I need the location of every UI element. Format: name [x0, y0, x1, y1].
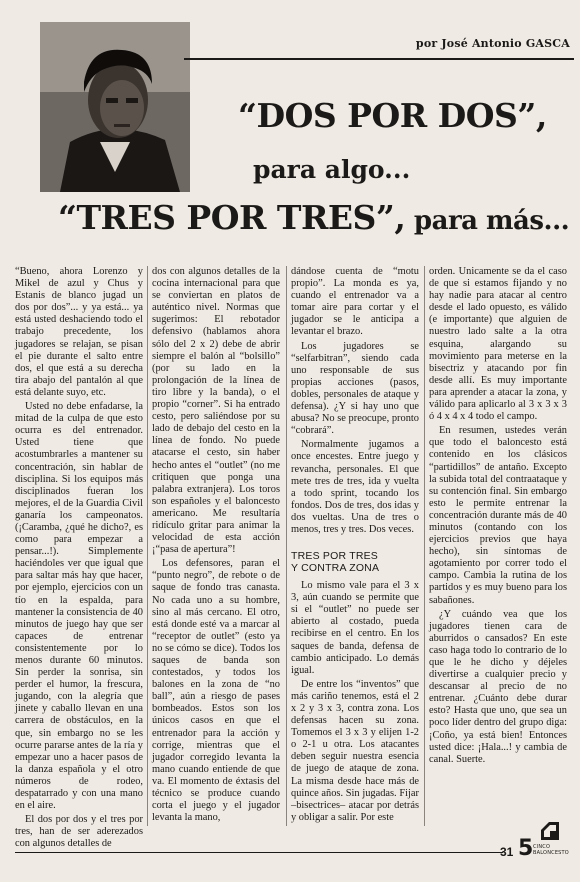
- paragraph: En resumen, ustedes verán que todo el baloncesto está contenido en los clásicos “partidillos” de antaño. Excepto la subida total del contraataque y su contención final. Sin embargo esto le permite entrenar la concentración durante más de 40 minutos (contando con los ejercicios previos que haya hecho), sin síntomas de agotamiento por correr todo el campo. Cambia la rutina de los partidos y es muy bueno para los sabañones.: [429, 425, 567, 606]
- column-divider: [147, 266, 148, 826]
- byline-rule: [184, 58, 574, 60]
- paragraph: Los defensores, paran el “punto negro”, de rebote o de saque de fondo tras canasta. No cada uno a su hombre, sino al más cercano. El otro, está donde esté va a marcar al “receptor de outlet” (esto ya no se cómo se dice). Todos los saques de banda son contestados, y todos los balones en la zona de “no ball”, aún a riesgo de pases bombeados. Estos son los únicos casos en que el entrenador para la acción y corrige, mientras que el jugador corregido levanta la mano cuando entiende de que va. El momento de éxtasis del técnico se produce cuando corta el juego y el jugador levanta la mano,: [152, 558, 280, 824]
- headline-line-1: [238, 96, 547, 135]
- article-column-3: [291, 266, 419, 826]
- paragraph: orden. Unicamente se da el caso de que si estamos fijando y no hay nadie para atacar al centro desde el lado opuesto, es válido (e importante) que alguien de nuestro lado salte a la otra esquina, alargando su movimiento para meterse en la bisectriz y atacando por fin desde allí. Es muy importante para aprender a atacar la zona, y válido para aplicarlo al 3 x 3 x 3 ó 4 x 4 x 4 todo el campo.: [429, 266, 567, 423]
- page-number: 31: [500, 845, 514, 859]
- paragraph: Normalmente jugamos a once encestes. Entre juego y revancha, personales. El que mete tres de tres, ida y vuelta a todo sprint, tocando los fondos. Dos de tres, dos idas y dos vueltas. Una de tres o menos, tres y tres. Dos veces.: [291, 439, 419, 535]
- author-byline: por José Antonio GASCA: [415, 37, 570, 50]
- headline-line-2: para algo...: [253, 155, 411, 184]
- paragraph: dos con algunos detalles de la cocina internacional para que se conviertan en platos de auténtico nivel. Normas que sugerimos: El rebotador defensivo (hablamos ahora sólo del 2 x 2) debe de abrir siempre el balón al “bolsillo” (por su lado en la prolongación de la línea de tiro libre y la banda), o el propio “corner”. Si ha entrado cesto, pero saliéndose por su lado de debajo del cesto en la línea de fondo. No puede atacarse el cesto, sin haber hecho antes el “outlet” (no me critiquen que ponga una palabra extranjera). Los toros son españoles y el baloncesto americano. Me resultaría ridículo gritar para animar la velocidad de esta acción ¡“pasa de apertura”!: [152, 266, 280, 556]
- portrait-illustration: [40, 22, 190, 192]
- headline-para-mas: para más...: [405, 206, 570, 236]
- logo-digit: 5: [518, 836, 534, 861]
- paragraph: ¿Y cuándo vea que los jugadores tienen cara de aburridos o cansados? En este caso haga todo lo contrario de lo que le he dicho y déjeles divertirse a cualquier precio y descansar al precio de no entrenar. ¿Cuánto debe durar esto? Hasta que uno, que sea un poco líder dentro del grupo diga: ¡Coño, ya está bien! Entonces usted dice: ¡Hala...! y cambia de canal. Suerte.: [429, 608, 567, 765]
- article-column-4: [429, 266, 567, 826]
- paragraph: Los jugadores se “selfarbitran”, siendo cada uno responsable de sus propias acciones (pasos, dobles, personales de ataque y defensa). ¿Y si hay uno que abusa? No se preocupe, pronto “cobrará”.: [291, 340, 419, 437]
- column-divider: [424, 266, 425, 826]
- headline-line-3: [58, 198, 569, 237]
- footer-rule: [15, 852, 503, 853]
- end-of-article-icon: [541, 822, 559, 840]
- headline-tres-por-tres: “TRES POR TRES”,: [58, 198, 406, 237]
- article-column-1: [15, 266, 143, 850]
- paragraph: De entre los “inventos” que más cariño tenemos, está el 2 x 2 y 3 x 3, contra zona. Los defensas hacen su zona. Tomemos el 3 x 3 y elijen 1-2 o 2-1 u otra. Los atacantes deben seguir nuestra esencia de juego de ataque de zona. La misma desde hace más de quince años. Sin jugadas. Fijar –bisectrices– atacar por detrás y obligar a salir. Por este: [291, 678, 419, 823]
- section-subheading: TRES POR TRES Y CONTRA ZONA: [291, 550, 380, 575]
- author-photo: [40, 22, 190, 192]
- article-column-2: [152, 266, 280, 831]
- magazine-logo: [518, 836, 569, 861]
- paragraph: “Bueno, ahora Lorenzo y Mikel de azul y Chus y Estanis de blanco jugad un dos por dos”... y ya está... ya está usted deshaciendo todo el trabajo precedente, los jugadores se relajan, se pisan el pie durante el salto entre dos, el que está a su derecha tira abajo del pantalón al que está delante suyo, etc.: [15, 266, 143, 398]
- paragraph: El dos por dos y el tres por tres, han de ser aderezados con algunos detalles de: [15, 814, 143, 850]
- column-divider: [286, 266, 287, 826]
- logo-text: CINCO BALONCESTO: [533, 844, 569, 856]
- paragraph: dándose cuenta de “motu propio”. La monda es ya, cuando el entrenador va a tomar aire para cortar y el jugador se le anticipa a levantar el brazo.: [291, 266, 419, 338]
- paragraph: Usted no debe enfadarse, la mitad de la culpa de que esto ocurra es del entrenador. Usted tiene que acostumbrarles a mantener su concentración, sin hablar de disciplina. Si los equipos más disciplinados fueran los mejores, el de la Guardia Civil ganaría los campeonatos. (¡Caramba, ¿qué he dicho?, es como para empezar a pensar...!). Simplemente haciéndoles ver que igual que para saltar más hay que hacer, por ejemplo, ejercicios con un tío en la espalda, para mantener la consistencia de 40 minutos de juego hay que ser capaces de entrenar consistentemente por lo menos durante 60 minutos. Sin perder la sonrisa, sin perder el humor, la frescura, jugando, con la alegría que jinete y caballo llevan en una carrera de obstáculos, en la que, sin embargo no se les ocurre pararse antes de la ría y empezar uno a hacer pasos de la danza española y el otro números de rodeo, despatarrado y con una mano en el aire.: [15, 401, 143, 812]
- paragraph: Lo mismo vale para el 3 x 3, aún cuando se permite que si el “outlet” no puede ser abierto al costado, pueda recibirse en el centro. En los saques de banda, defensa de cambio anticipado. Lo demás igual.: [291, 580, 419, 676]
- headline-dos-por-dos: “DOS POR DOS”,: [238, 96, 547, 135]
